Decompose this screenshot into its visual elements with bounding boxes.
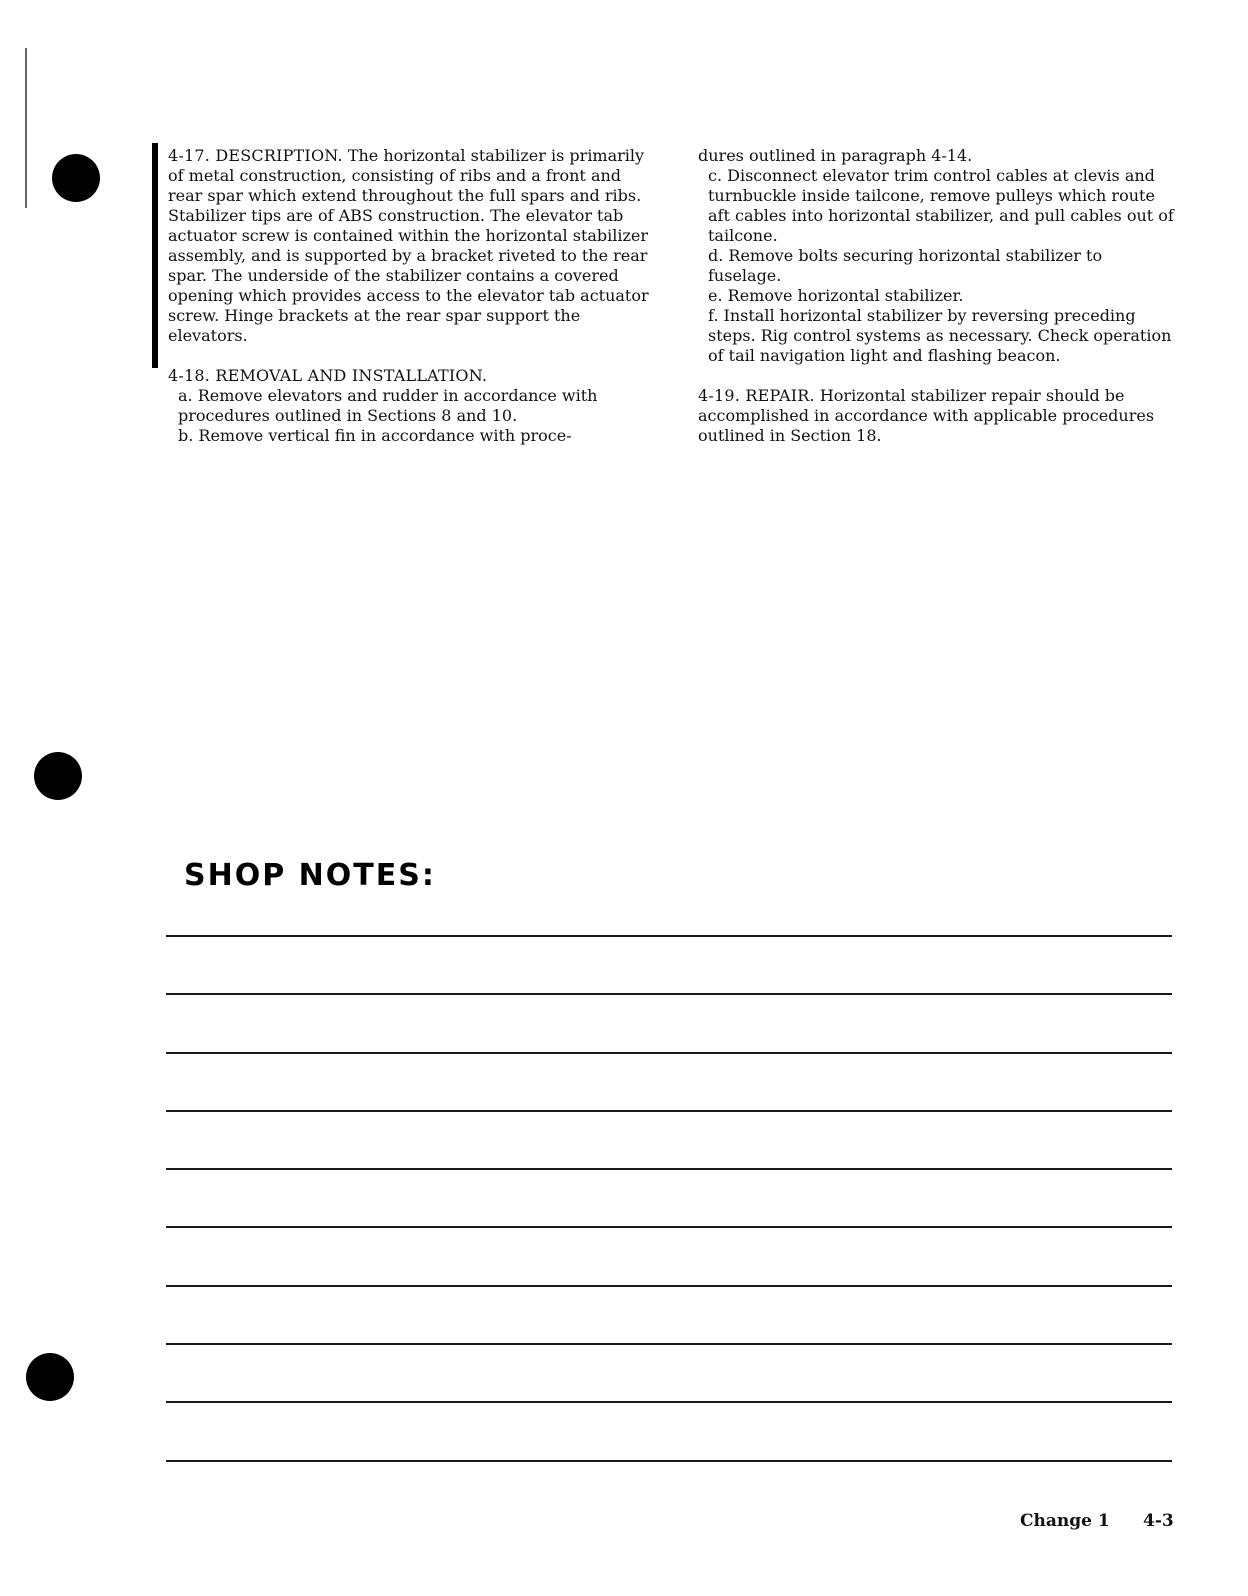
revision-change-bar (152, 143, 158, 368)
paragraph-4-17 (168, 146, 654, 346)
step-d: d. Remove bolts securing horizontal stabilizer to fuselage. (708, 246, 1103, 285)
step-b: b. Remove vertical fin in accordance with proce- (178, 426, 572, 445)
note-line (166, 1285, 1172, 1287)
footer-page-number: 4-3 (1143, 1511, 1174, 1531)
step-c: c. Disconnect elevator trim control cables at clevis and turnbuckle inside tailcone, remove pulleys which route aft cables into horizontal stabilizer, and pull cables out of tailcone. (708, 166, 1174, 245)
note-line (166, 1460, 1172, 1462)
step-e: e. Remove horizontal stabilizer. (708, 286, 964, 305)
note-line (166, 1401, 1172, 1403)
note-line (166, 993, 1172, 995)
step-a: a. Remove elevators and rudder in accordance with procedures outlined in Sections 8 and 10. (178, 386, 598, 425)
note-line (166, 1226, 1172, 1228)
left-column (168, 146, 654, 446)
right-column (698, 146, 1176, 446)
text-4-19: Horizontal stabilizer repair should be accomplished in accordance with applicable procedures outlined in Section 18. (698, 386, 1155, 445)
text-4-17: The horizontal stabilizer is primarily of metal construction, consisting of ribs and a front and rear spar which extend throughout the full spars and ribs. Stabilizer tips are of ABS construction. The elevator tab actuator screw is contained within the horizontal stabilizer assembly, and is supported by a bracket riveted to the rear spar. The underside of the stabilizer contains a covered opening which provides access to the elevator tab actuator screw. Hinge brackets at the rear spar support the elevators. (168, 146, 649, 345)
heading-4-19: 4-19. REPAIR. (698, 386, 815, 405)
note-line (166, 1168, 1172, 1170)
punch-hole-top (52, 154, 100, 202)
punch-hole-middle (34, 752, 82, 800)
shop-notes-title: SHOP NOTES: (184, 858, 436, 893)
punch-hole-bottom (26, 1353, 74, 1401)
heading-4-17: 4-17. DESCRIPTION. (168, 146, 343, 165)
note-line (166, 1343, 1172, 1345)
step-f: f. Install horizontal stabilizer by reversing preceding steps. Rig control systems as necessary. Check operation of tail navigation light and flashing beacon. (708, 306, 1172, 365)
note-line (166, 935, 1172, 937)
step-b-continued: dures outlined in paragraph 4-14. (698, 146, 973, 165)
footer-change-label: Change 1 (1020, 1511, 1110, 1531)
heading-4-18: 4-18. REMOVAL AND INSTALLATION. (168, 366, 488, 385)
paragraph-4-19 (698, 386, 1176, 446)
margin-rule (25, 48, 27, 208)
note-line (166, 1110, 1172, 1112)
note-line (166, 1052, 1172, 1054)
